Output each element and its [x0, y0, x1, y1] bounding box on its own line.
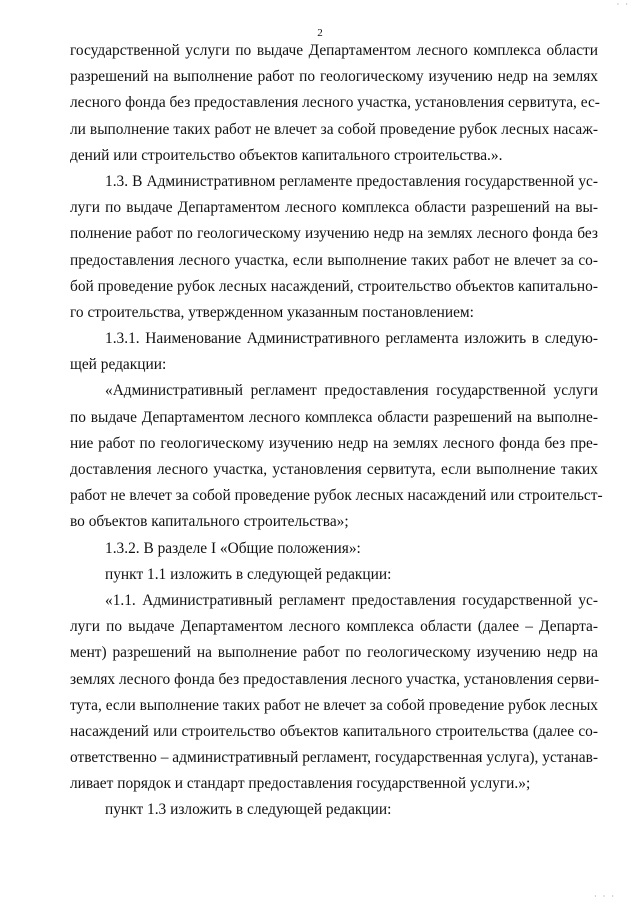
- text-line: мент) разрешений на выполнение работ по геологическому изучению недр на: [70, 644, 598, 662]
- text-line: луги по выдаче Департаментом лесного комплекса области разрешений на вы-: [70, 199, 598, 217]
- paragraph-first-line: 1.3.1. Наименование Административного регламента изложить в следую-: [105, 330, 598, 348]
- text-line: предоставления лесного участка, если выполнение таких работ не влечет за со-: [70, 251, 598, 269]
- paragraph-first-line: 1.3. В Административном регламенте предоставления государственной ус-: [105, 172, 598, 190]
- text-line: щей редакции:: [70, 356, 167, 374]
- text-line: доставления лесного участка, установления сервитута, если выполнение таких: [70, 461, 598, 478]
- text-line: ливает порядок и стандарт предоставления государственной услуги.»;: [70, 775, 531, 793]
- text-line: ли выполнение таких работ не влечет за собой проведение рубок лесных насаж-: [70, 120, 598, 138]
- text-line: государственной услуги по выдаче Департаментом лесного комплекса области: [70, 42, 598, 59]
- paragraph-first-line: «1.1. Административный регламент предоставления государственной ус-: [105, 591, 598, 609]
- text-line: ответственно – административный регламент, государственная услуга), устанав-: [70, 749, 598, 767]
- text-line: работ не влечет за собой проведение рубок лесных насаждений или строительст-: [70, 487, 603, 505]
- text-line: полнение работ по геологическому изучению недр на землях лесного фонда без: [70, 225, 598, 243]
- page-number: 2: [317, 27, 323, 39]
- text-line: бой проведение рубок лесных насаждений, строительство объектов капитально-: [70, 277, 598, 295]
- scan-corner-mark: · · ·: [594, 892, 616, 901]
- paragraph-first-line: пункт 1.1 изложить в следующей редакции:: [105, 565, 392, 583]
- text-line: го строительства, утвержденном указанным постановлением:: [70, 303, 474, 321]
- paragraph-first-line: «Административный регламент предоставления государственной услуги: [105, 382, 598, 400]
- scan-corner-mark: · ·: [616, 0, 630, 9]
- text-line: по выдаче Департаментом лесного комплекса области разрешений на выполне-: [70, 408, 598, 426]
- text-line: во объектов капитального строительства»;: [70, 513, 349, 531]
- document-body: [70, 38, 603, 824]
- text-line: насаждений или строительство объектов капитального строительства (далее со-: [70, 722, 598, 740]
- text-line: землях лесного фонда без предоставления лесного участка, установления серви-: [70, 670, 600, 688]
- text-line: лесного фонда без предоставления лесного участка, установления сервитута, ес-: [70, 94, 600, 112]
- paragraph-first-line: 1.3.2. В разделе I «Общие положения»:: [105, 539, 361, 557]
- paragraph-first-line: пункт 1.3 изложить в следующей редакции:: [105, 801, 392, 819]
- text-line: разрешений на выполнение работ по геологическому изучению недр на землях: [70, 68, 598, 86]
- text-line: дений или строительство объектов капитального строительства.».: [70, 146, 503, 164]
- text-line: ние работ по геологическому изучению недр на землях лесного фонда без пре-: [70, 434, 598, 452]
- text-line: луги по выдаче Департаментом лесного комплекса области (далее – Департа-: [70, 618, 598, 636]
- text-line: тута, если выполнение таких работ не влечет за собой проведение рубок лесных: [70, 696, 598, 714]
